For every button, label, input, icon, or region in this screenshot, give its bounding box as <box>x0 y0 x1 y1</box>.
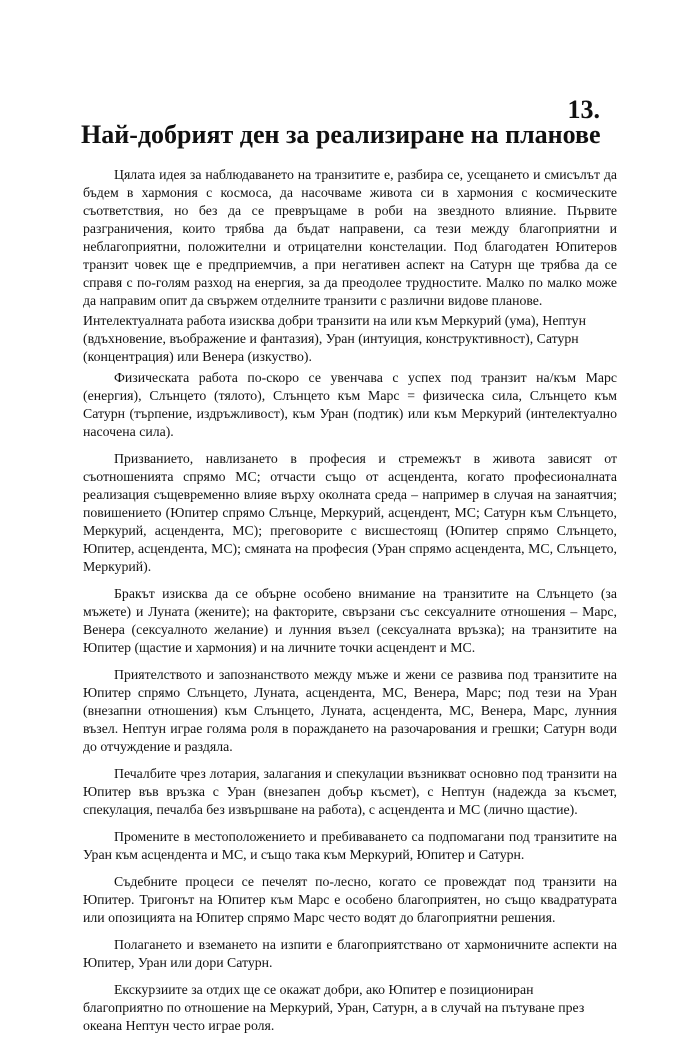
paragraph-intellectual-work: Интелектуалната работа изисква добри транзити на или към Меркурий (ума), Нептун (вдъхновение, въображение и фантазия), Уран (интуиция, конструктивност), Сатурн (концентрация) или Венера (изкуство). <box>83 313 586 364</box>
body-text <box>83 166 617 1044</box>
paragraph-vocation: Призванието, навлизането в професия и стремежът в живота зависят от съотношенията спрямо МС; отчасти също от асцендента, когато професионалната реализация същевременно влияе върху околната среда – например в случая на занаятчия; повишението (Юпитер спрямо Слънце, Меркурий, асцендент, МС; Сатурн към Слънцето, Меркурий, асцендента, МС); преговорите с висшестоящ (Юпитер спрямо Слънцето, Юпитер, асцендента, МС); смяната на професия (Уран спрямо асцендента, МС, Слънцето, Меркурий). <box>83 451 617 574</box>
paragraph-court-cases: Съдебните процеси се печелят по-лесно, когато се провеждат под транзити на Юпитер. Тригонът на Юпитер към Марс е особено благоприятен, но също квадратурата или опозицията на Юпитер спрямо Марс често водят до благоприятни решения. <box>83 874 617 925</box>
paragraph-lottery: Печалбите чрез лотария, залагания и спекулации възникват основно под транзити на Юпитер във връзка с Уран (внезапен добър късмет), с Нептун (надежда за късмет, спекулация, печалба без извършване на работа), с асцендента и МС (лично щастие). <box>83 766 617 817</box>
paragraph-friendship: Приятелството и запознанството между мъже и жени се развива под транзитите на Юпитер спрямо Слънцето, Луната, асцендента, МС, Венера, Марс; под тези на Уран (внезапни отношения) към Слънцето, Луната, асцендента, МС, Венера, Марс, лунния възел. Нептун играе голяма роля в пораждането на разочарования и грешки; Сатурн води до отчуждение и раздяла. <box>83 667 617 754</box>
paragraph-relocation: Промените в местоположението и пребиваването са подпомагани под транзитите на Уран към асцендента и МС, и също така към Меркурий, Юпитер и Сатурн. <box>83 829 617 862</box>
chapter-title: Най-добрият ден за реализиране на планове <box>81 120 601 149</box>
paragraph-physical-work: Физическата работа по-скоро се увенчава с успех под транзит на/към Марс (енергия), Слънцето (тялото), Слънцето към Марс = физическа сила, Слънцето към Сатурн (търпение, издръжливост), към Уран (подтик) или към Меркурий (интелектуално насочена сила). <box>83 370 617 439</box>
paragraph-intro: Цялата идея за наблюдаването на транзитите е, разбира се, усещането и смисълът да бъдем в хармония с космоса, да насочваме живота си в хармония с космическите съответствия, но без да се превръщаме в роби на звездното влияние. Първите разграничения, които трябва да бъдат направени, са тези между благоприятни и неблагоприятни, положителни и отрицателни констелации. Под благодатен Юпитеров транзит човек ще е предприемчив, а при негативен аспект на Сатурн ще трябва да се справя с по-голям разход на енергия, за да преодолее трудностите. Малко по малко може да направим опит да свържем отделните транзити с различни видове планове. <box>83 167 617 308</box>
chapter-number: 13. <box>567 95 600 124</box>
paragraph-exams: Полагането и вземането на изпити е благоприятствано от хармоничните аспекти на Юпитер, Уран или дори Сатурн. <box>83 937 617 970</box>
paragraph-excursions: Екскурзиите за отдих ще се окажат добри, ако Юпитер е позициониран благоприятно по отношение на Меркурий, Уран, Сатурн, а в случай на пътуване през океана Нептун често играе роля. <box>83 982 585 1033</box>
paragraph-marriage: Бракът изисква да се обърне особено внимание на транзитите на Слънцето (за мъжете) и Луната (жените); на факторите, свързани със сексуалните отношения – Марс, Венера (сексуалното желание) и лунния възел (сексуалната връзка); на транзитите на Юпитер (щастие и хармония) и на личните точки асцендент и МС. <box>83 586 617 655</box>
